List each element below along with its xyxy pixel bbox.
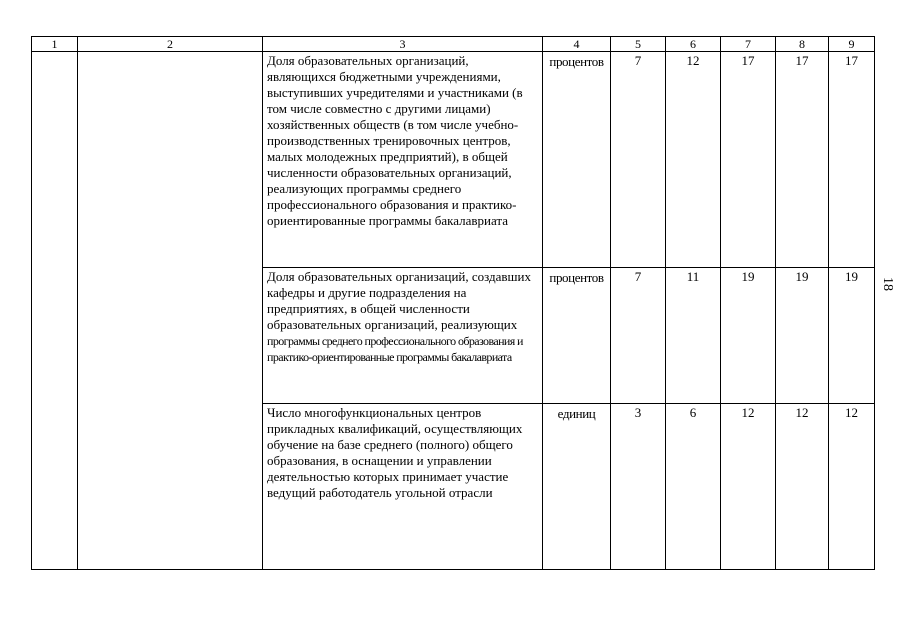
header-cell-2: 2 xyxy=(78,37,263,52)
value-cell: 12 xyxy=(829,404,875,570)
unit-cell: процентов xyxy=(543,268,611,404)
value-cell: 7 xyxy=(611,52,666,268)
indicators-table xyxy=(31,36,875,570)
value-cell: 19 xyxy=(721,268,776,404)
page-number: 18 xyxy=(880,277,895,291)
value-cell: 7 xyxy=(611,268,666,404)
unit-cell: процентов xyxy=(543,52,611,268)
indicator-text: Число многофункциональных центров прикладных квалификаций, осуществляющих обучение на базе среднего (полного) общего образования, в оснащении и управлении деятельностью которых принимает участие ведущий работодатель угольной отрасли xyxy=(263,404,543,570)
table-row xyxy=(32,52,875,268)
header-cell-3: 3 xyxy=(263,37,543,52)
unit-cell: единиц xyxy=(543,404,611,570)
value-cell: 17 xyxy=(776,52,829,268)
header-cell-4: 4 xyxy=(543,37,611,52)
value-cell: 12 xyxy=(666,52,721,268)
value-cell: 6 xyxy=(666,404,721,570)
indicator-text xyxy=(263,268,543,404)
value-cell: 19 xyxy=(829,268,875,404)
header-cell-6: 6 xyxy=(666,37,721,52)
value-cell: 3 xyxy=(611,404,666,570)
header-cell-5: 5 xyxy=(611,37,666,52)
header-cell-9: 9 xyxy=(829,37,875,52)
value-cell: 17 xyxy=(721,52,776,268)
value-cell: 12 xyxy=(776,404,829,570)
indicator-text-part2: программы среднего профессионального образования и практико-ориентированные программы бакалавриата xyxy=(267,334,523,364)
value-cell: 17 xyxy=(829,52,875,268)
header-cell-1: 1 xyxy=(32,37,78,52)
value-cell: 12 xyxy=(721,404,776,570)
indicator-text: Доля образовательных организаций, являющихся бюджетными учреждениями, выступивших учредителями и участниками (в том числе совместно с другими лицами) хозяйственных обществ (в том числе учебно-производственных тренировочных центров, малых молодежных предприятий), в общей численности образовательных организаций, реализующих программы среднего профессионального образования и практико-ориентированные программы бакалавриата xyxy=(263,52,543,268)
value-cell: 11 xyxy=(666,268,721,404)
empty-cell-col2 xyxy=(78,52,263,570)
value-cell: 19 xyxy=(776,268,829,404)
header-cell-8: 8 xyxy=(776,37,829,52)
header-cell-7: 7 xyxy=(721,37,776,52)
indicator-text-part1: Доля образовательных организаций, создавших кафедры и другие подразделения на предприятиях, в общей численности образовательных организаций, реализующих xyxy=(267,269,532,332)
header-row xyxy=(32,37,875,52)
empty-cell-col1 xyxy=(32,52,78,570)
